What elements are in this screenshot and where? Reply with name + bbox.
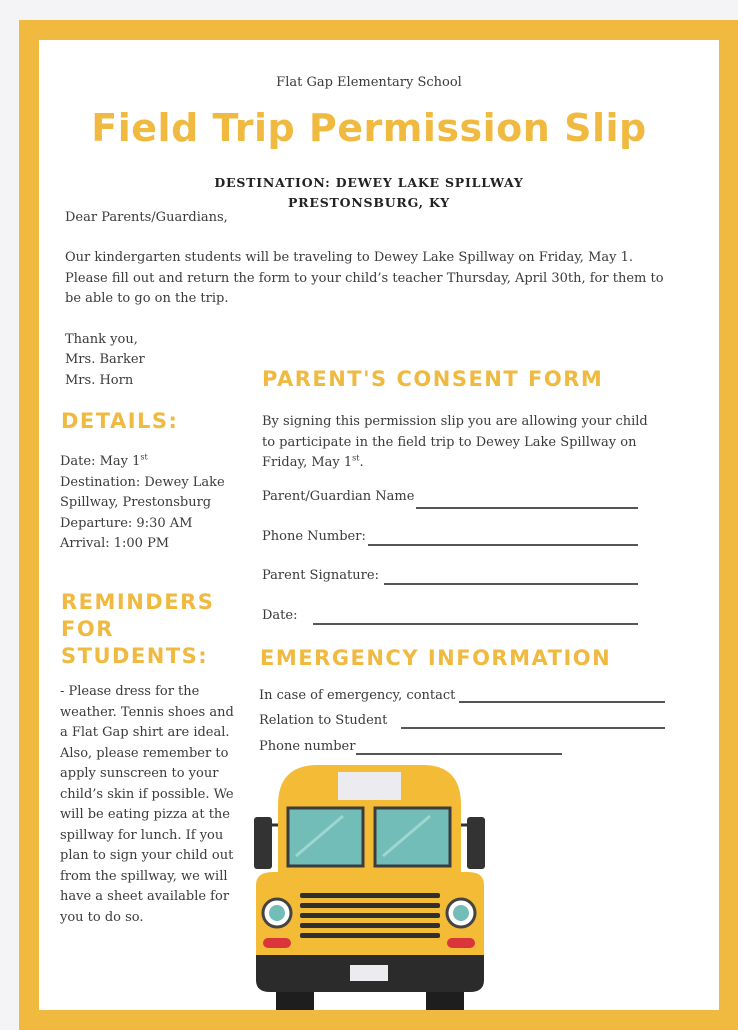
details-arrival: Arrival: 1:00 PM <box>60 536 170 551</box>
emergency-heading: EMERGENCY INFORMATION <box>260 646 612 670</box>
date-field[interactable] <box>313 623 638 625</box>
school-bus-illustration <box>248 760 493 1010</box>
letter-paragraph: Our kindergarten students will be traveling to Dewey Lake Spillway on Friday, May 1. Please fill out and return the form to your child’s teacher Thursday, April 30th, for them to be able to go on the trip. <box>65 250 664 306</box>
left-wheel <box>276 992 314 1010</box>
closing: Thank you, <box>65 332 138 347</box>
guardian-name-field[interactable] <box>416 507 638 509</box>
left-mirror <box>254 817 272 869</box>
details-block <box>60 452 235 555</box>
license-plate <box>350 965 388 981</box>
details-destination: Destination: Dewey Lake Spillway, Prestonsburg <box>60 474 225 510</box>
emergency-phone-label: Phone number <box>259 739 356 754</box>
parent-signature-label: Parent Signature: <box>262 568 379 583</box>
relation-field[interactable] <box>401 727 665 729</box>
right-wheel <box>426 992 464 1010</box>
left-window <box>288 808 363 866</box>
phone-number-label: Phone Number: <box>262 529 366 544</box>
school-name: Flat Gap Elementary School <box>276 75 462 90</box>
emergency-contact-label: In case of emergency, contact <box>259 688 456 703</box>
reminders-text: - Please dress for the weather. Tennis shoes and a Flat Gap shirt are ideal. Also, please remember to apply sunscreen to your child’s skin if possible. We will be eating pizza at the spillway for lunch. If you plan to sign your child out from the spillway, we will have a sheet available for you to do so. <box>60 684 234 925</box>
greeting: Dear Parents/Guardians, <box>65 210 228 225</box>
reminders-heading: REMINDERS FOR STUDENTS: <box>61 590 215 668</box>
signer-barker: Mrs. Barker <box>65 352 145 367</box>
left-indicator <box>263 938 291 948</box>
page-title: Field Trip Permission Slip <box>91 106 647 150</box>
phone-number-field[interactable] <box>368 544 638 546</box>
relation-label: Relation to Student <box>259 713 388 728</box>
details-heading: DETAILS: <box>61 409 179 433</box>
parent-signature-field[interactable] <box>384 583 638 585</box>
destination-line-1: DESTINATION: DEWEY LAKE SPILLWAY <box>214 175 524 190</box>
route-sign <box>338 772 401 800</box>
details-date: Date: May 1st <box>60 452 148 469</box>
signer-horn: Mrs. Horn <box>65 373 134 388</box>
right-mirror <box>467 817 485 869</box>
emergency-phone-field[interactable] <box>356 753 562 755</box>
date-label: Date: <box>262 608 298 623</box>
details-departure: Departure: 9:30 AM <box>60 515 193 531</box>
right-indicator <box>447 938 475 948</box>
emergency-contact-field[interactable] <box>459 701 665 703</box>
consent-heading: PARENT'S CONSENT FORM <box>262 367 604 391</box>
guardian-name-label: Parent/Guardian Name <box>262 489 415 504</box>
right-window <box>375 808 450 866</box>
consent-text: By signing this permission slip you are allowing your child to participate in the field trip to Dewey Lake Spillway on Friday, May 1st. <box>262 414 648 470</box>
destination-line-2: PRESTONSBURG, KY <box>287 195 451 210</box>
